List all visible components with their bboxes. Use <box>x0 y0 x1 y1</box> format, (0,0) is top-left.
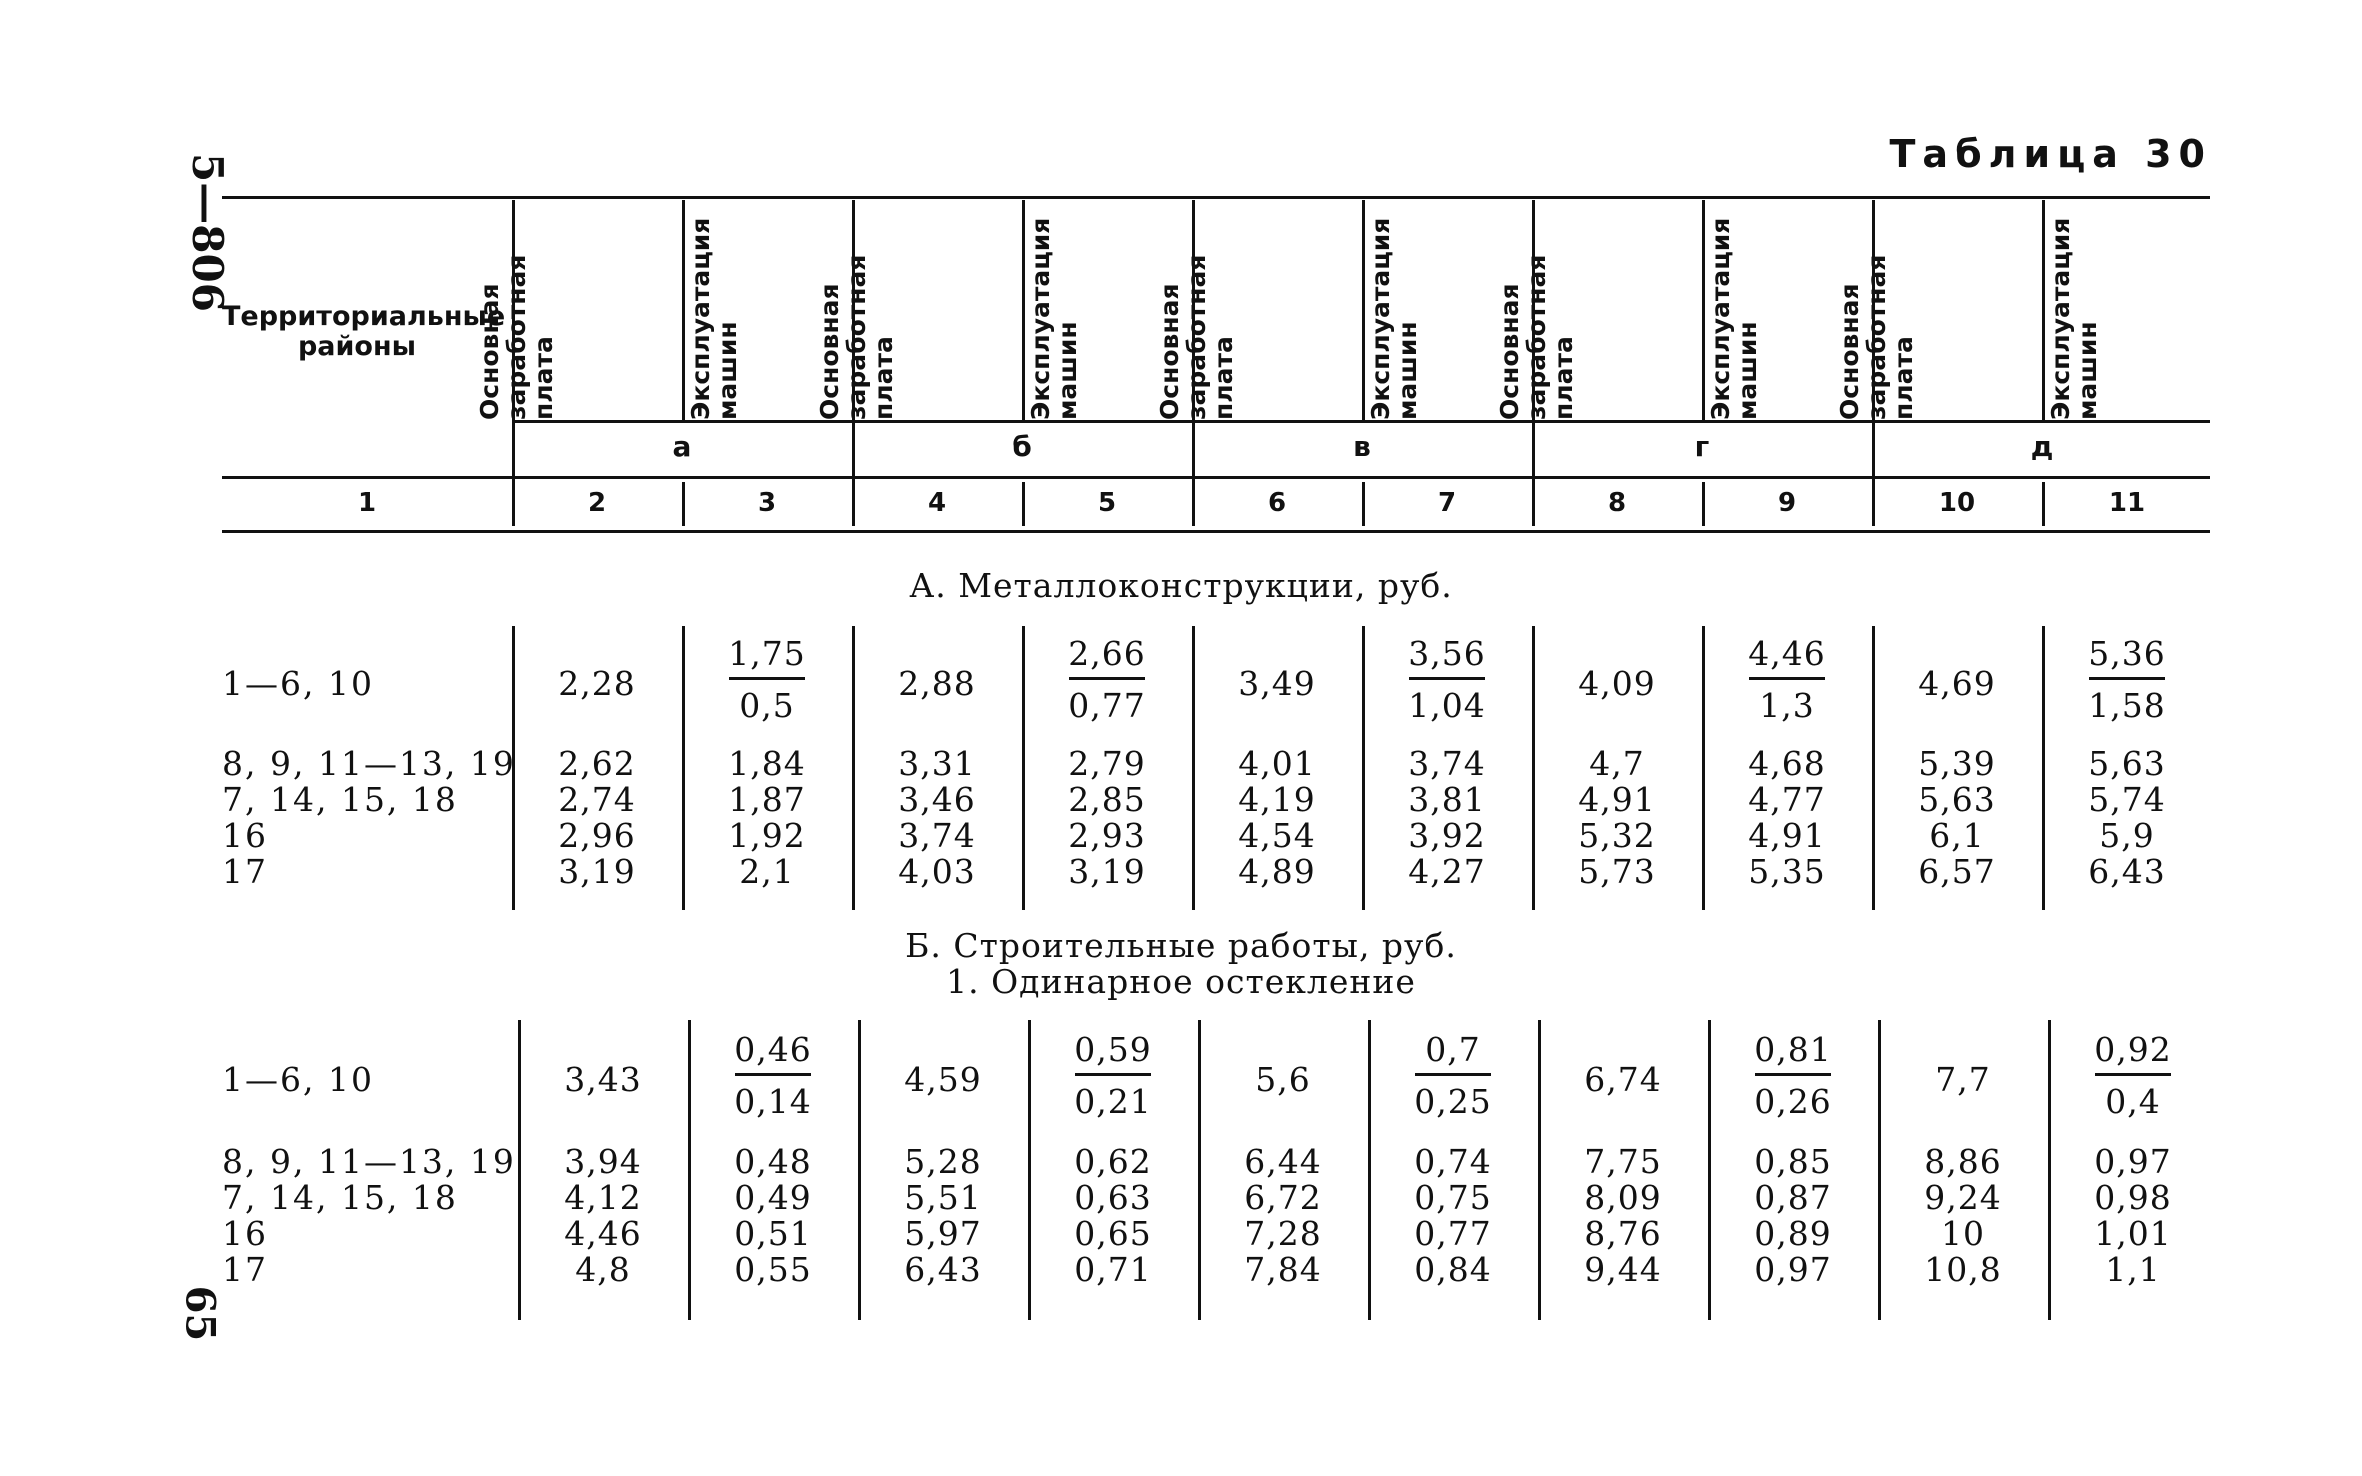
cell-value: 3,46 <box>898 780 976 819</box>
fraction-cell <box>1368 1030 1538 1121</box>
cell-value: 1,1 <box>2105 1250 2161 1289</box>
fraction-bar <box>1075 1073 1151 1076</box>
cell-value: 0,74 <box>1414 1142 1492 1181</box>
page-number: 65 <box>176 1285 224 1342</box>
side-code: 5—806 <box>182 153 232 312</box>
cell-value: 0,87 <box>1754 1178 1832 1217</box>
cell-value: 0,49 <box>734 1178 812 1217</box>
cell-value: 3,43 <box>564 1060 642 1099</box>
fraction-denominator: 0,77 <box>1068 686 1146 725</box>
header-basic-pay: Основная заработная плата <box>1155 254 1238 420</box>
header-machines: Эксплуатация машин <box>1706 217 1762 420</box>
cell-value: 0,77 <box>1414 1214 1492 1253</box>
fraction-cell <box>2042 634 2212 725</box>
cell-value: 8,09 <box>1584 1178 1662 1217</box>
fraction-bar <box>1409 677 1485 680</box>
fraction-denominator: 0,26 <box>1754 1082 1832 1121</box>
cell-value: 8,86 <box>1924 1142 2002 1181</box>
cell-value: 2,96 <box>558 816 636 855</box>
cell-value: 4,8 <box>575 1250 631 1289</box>
cell-value: 9,44 <box>1584 1250 1662 1289</box>
cell-value: 6,43 <box>2088 852 2166 891</box>
cell-value: 6,74 <box>1584 1060 1662 1099</box>
cell-value: 1,92 <box>728 816 806 855</box>
cell-value: 0,98 <box>2094 1178 2172 1217</box>
cell-value: 0,51 <box>734 1214 812 1253</box>
fraction-bar <box>735 1073 811 1076</box>
cell-value: 5,39 <box>1918 744 1996 783</box>
fraction-cell <box>1022 634 1192 725</box>
cell-value: 5,63 <box>1918 780 1996 819</box>
fraction-bar <box>2089 677 2165 680</box>
cell-value: 0,97 <box>1754 1250 1832 1289</box>
fraction-bar <box>2095 1073 2171 1076</box>
cell-value: 2,88 <box>898 664 976 703</box>
header-machines: Эксплуатация машин <box>2046 217 2102 420</box>
column-number: 2 <box>587 488 607 518</box>
cell-value: 0,84 <box>1414 1250 1492 1289</box>
cell-value: 4,01 <box>1238 744 1316 783</box>
row-label: 17 <box>222 1250 268 1289</box>
fraction-numerator: 0,59 <box>1074 1030 1152 1069</box>
cell-value: 3,74 <box>898 816 976 855</box>
cell-value: 3,74 <box>1408 744 1486 783</box>
cell-value: 3,19 <box>558 852 636 891</box>
group-letter: в <box>1353 430 1371 463</box>
cell-value: 5,6 <box>1255 1060 1311 1099</box>
cell-value: 2,74 <box>558 780 636 819</box>
cell-value: 0,48 <box>734 1142 812 1181</box>
fraction-bar <box>1755 1073 1831 1076</box>
cell-value: 5,73 <box>1578 852 1656 891</box>
group-letter: г <box>1694 430 1710 463</box>
fraction-denominator: 0,25 <box>1414 1082 1492 1121</box>
cell-value: 6,57 <box>1918 852 1996 891</box>
cell-value: 4,91 <box>1748 816 1826 855</box>
cell-value: 10 <box>1941 1214 1985 1253</box>
cell-value: 4,77 <box>1748 780 1826 819</box>
cell-value: 4,19 <box>1238 780 1316 819</box>
header-basic-pay: Основная заработная плата <box>1495 254 1578 420</box>
cell-value: 3,49 <box>1238 664 1316 703</box>
fraction-numerator: 0,81 <box>1754 1030 1832 1069</box>
group-letter: д <box>2030 430 2054 463</box>
cell-value: 4,89 <box>1238 852 1316 891</box>
fraction-denominator: 0,14 <box>734 1082 812 1121</box>
column-number: 7 <box>1437 488 1457 518</box>
cell-value: 5,51 <box>904 1178 982 1217</box>
fraction-denominator: 1,04 <box>1408 686 1486 725</box>
cell-value: 4,7 <box>1589 744 1645 783</box>
cell-value: 3,31 <box>898 744 976 783</box>
cell-value: 5,63 <box>2088 744 2166 783</box>
cell-value: 4,68 <box>1748 744 1826 783</box>
cell-value: 4,46 <box>564 1214 642 1253</box>
column-number: 9 <box>1777 488 1797 518</box>
fraction-numerator: 3,56 <box>1408 634 1486 673</box>
cell-value: 7,84 <box>1244 1250 1322 1289</box>
cell-value: 4,09 <box>1578 664 1656 703</box>
header-machines: Эксплуатация машин <box>1366 217 1422 420</box>
fraction-numerator: 0,46 <box>734 1030 812 1069</box>
row-label: 7, 14, 15, 18 <box>222 780 458 819</box>
header-region-label: Территориальные районы <box>222 301 506 362</box>
section-title: Б. Строительные работы, руб. <box>905 926 1457 965</box>
row-label: 16 <box>222 1214 268 1253</box>
cell-value: 5,28 <box>904 1142 982 1181</box>
cell-value: 6,72 <box>1244 1178 1322 1217</box>
header-machines: Эксплуатация машин <box>1026 217 1082 420</box>
cell-value: 2,1 <box>739 852 795 891</box>
fraction-bar <box>1749 677 1825 680</box>
cell-value: 0,63 <box>1074 1178 1152 1217</box>
cell-value: 4,59 <box>904 1060 982 1099</box>
header-bottom-rule <box>222 530 2210 533</box>
fraction-numerator: 0,92 <box>2094 1030 2172 1069</box>
column-number: 8 <box>1607 488 1627 518</box>
header-basic-pay: Основная заработная плата <box>815 254 898 420</box>
cell-value: 4,27 <box>1408 852 1486 891</box>
cell-value: 0,97 <box>2094 1142 2172 1181</box>
group-letter: а <box>672 430 692 463</box>
cell-value: 4,12 <box>564 1178 642 1217</box>
row-label: 16 <box>222 816 268 855</box>
cell-value: 7,28 <box>1244 1214 1322 1253</box>
row-label: 8, 9, 11—13, 19 <box>222 1142 516 1181</box>
fraction-denominator: 0,5 <box>739 686 795 725</box>
cell-value: 10,8 <box>1924 1250 2002 1289</box>
cell-value: 0,71 <box>1074 1250 1152 1289</box>
fraction-cell <box>1702 634 1872 725</box>
cell-value: 3,92 <box>1408 816 1486 855</box>
cell-value: 2,62 <box>558 744 636 783</box>
column-number: 6 <box>1267 488 1287 518</box>
header-group-rule <box>512 420 2210 423</box>
cell-value: 1,87 <box>728 780 806 819</box>
cell-value: 2,85 <box>1068 780 1146 819</box>
cell-value: 0,65 <box>1074 1214 1152 1253</box>
fraction-numerator: 4,46 <box>1748 634 1826 673</box>
fraction-numerator: 2,66 <box>1068 634 1146 673</box>
fraction-cell <box>1028 1030 1198 1121</box>
header-basic-pay: Основная заработная плата <box>475 254 558 420</box>
column-number: 4 <box>927 488 947 518</box>
cell-value: 0,55 <box>734 1250 812 1289</box>
cell-value: 4,54 <box>1238 816 1316 855</box>
fraction-denominator: 0,21 <box>1074 1082 1152 1121</box>
cell-value: 5,32 <box>1578 816 1656 855</box>
column-number: 5 <box>1097 488 1117 518</box>
cell-value: 3,81 <box>1408 780 1486 819</box>
table-title: Таблица 30 <box>1889 132 2212 176</box>
cell-value: 5,9 <box>2099 816 2155 855</box>
header-groupletter-rule <box>222 476 2210 479</box>
fraction-cell <box>1362 634 1532 725</box>
cell-value: 0,62 <box>1074 1142 1152 1181</box>
cell-value: 0,75 <box>1414 1178 1492 1217</box>
cell-value: 4,91 <box>1578 780 1656 819</box>
section-subtitle: 1. Одинарное остекление <box>946 962 1416 1001</box>
cell-value: 9,24 <box>1924 1178 2002 1217</box>
cell-value: 1,84 <box>728 744 806 783</box>
fraction-denominator: 1,58 <box>2088 686 2166 725</box>
fraction-denominator: 1,3 <box>1759 686 1815 725</box>
group-letter: б <box>1012 430 1032 463</box>
cell-value: 3,94 <box>564 1142 642 1181</box>
column-number: 10 <box>1938 488 1976 518</box>
cell-value: 3,19 <box>1068 852 1146 891</box>
fraction-numerator: 1,75 <box>728 634 806 673</box>
cell-value: 2,79 <box>1068 744 1146 783</box>
cell-value: 6,1 <box>1929 816 1985 855</box>
fraction-cell <box>1708 1030 1878 1121</box>
row-label: 1—6, 10 <box>222 664 374 703</box>
header-basic-pay: Основная заработная плата <box>1835 254 1918 420</box>
cell-value: 6,43 <box>904 1250 982 1289</box>
cell-value: 0,85 <box>1754 1142 1832 1181</box>
cell-value: 6,44 <box>1244 1142 1322 1181</box>
fraction-cell <box>682 634 852 725</box>
cell-value: 2,28 <box>558 664 636 703</box>
fraction-numerator: 0,7 <box>1425 1030 1481 1069</box>
cell-value: 8,76 <box>1584 1214 1662 1253</box>
row-label: 7, 14, 15, 18 <box>222 1178 458 1217</box>
cell-value: 2,93 <box>1068 816 1146 855</box>
cell-value: 5,35 <box>1748 852 1826 891</box>
header-machines: Эксплуатация машин <box>686 217 742 420</box>
fraction-denominator: 0,4 <box>2105 1082 2161 1121</box>
row-label: 8, 9, 11—13, 19 <box>222 744 516 783</box>
fraction-cell <box>2048 1030 2218 1121</box>
column-number: 11 <box>2108 488 2146 518</box>
fraction-bar <box>1415 1073 1491 1076</box>
cell-value: 0,89 <box>1754 1214 1832 1253</box>
cell-value: 1,01 <box>2094 1214 2172 1253</box>
fraction-bar <box>1069 677 1145 680</box>
column-number: 1 <box>357 488 377 518</box>
cell-value: 7,7 <box>1935 1060 1991 1099</box>
cell-value: 5,74 <box>2088 780 2166 819</box>
cell-value: 7,75 <box>1584 1142 1662 1181</box>
cell-value: 4,03 <box>898 852 976 891</box>
section-title: А. Металлоконструкции, руб. <box>909 566 1453 605</box>
column-number: 3 <box>757 488 777 518</box>
header-top-rule <box>222 196 2210 199</box>
fraction-numerator: 5,36 <box>2088 634 2166 673</box>
cell-value: 4,69 <box>1918 664 1996 703</box>
fraction-cell <box>688 1030 858 1121</box>
fraction-bar <box>729 677 805 680</box>
cell-value: 5,97 <box>904 1214 982 1253</box>
row-label: 17 <box>222 852 268 891</box>
row-label: 1—6, 10 <box>222 1060 374 1099</box>
